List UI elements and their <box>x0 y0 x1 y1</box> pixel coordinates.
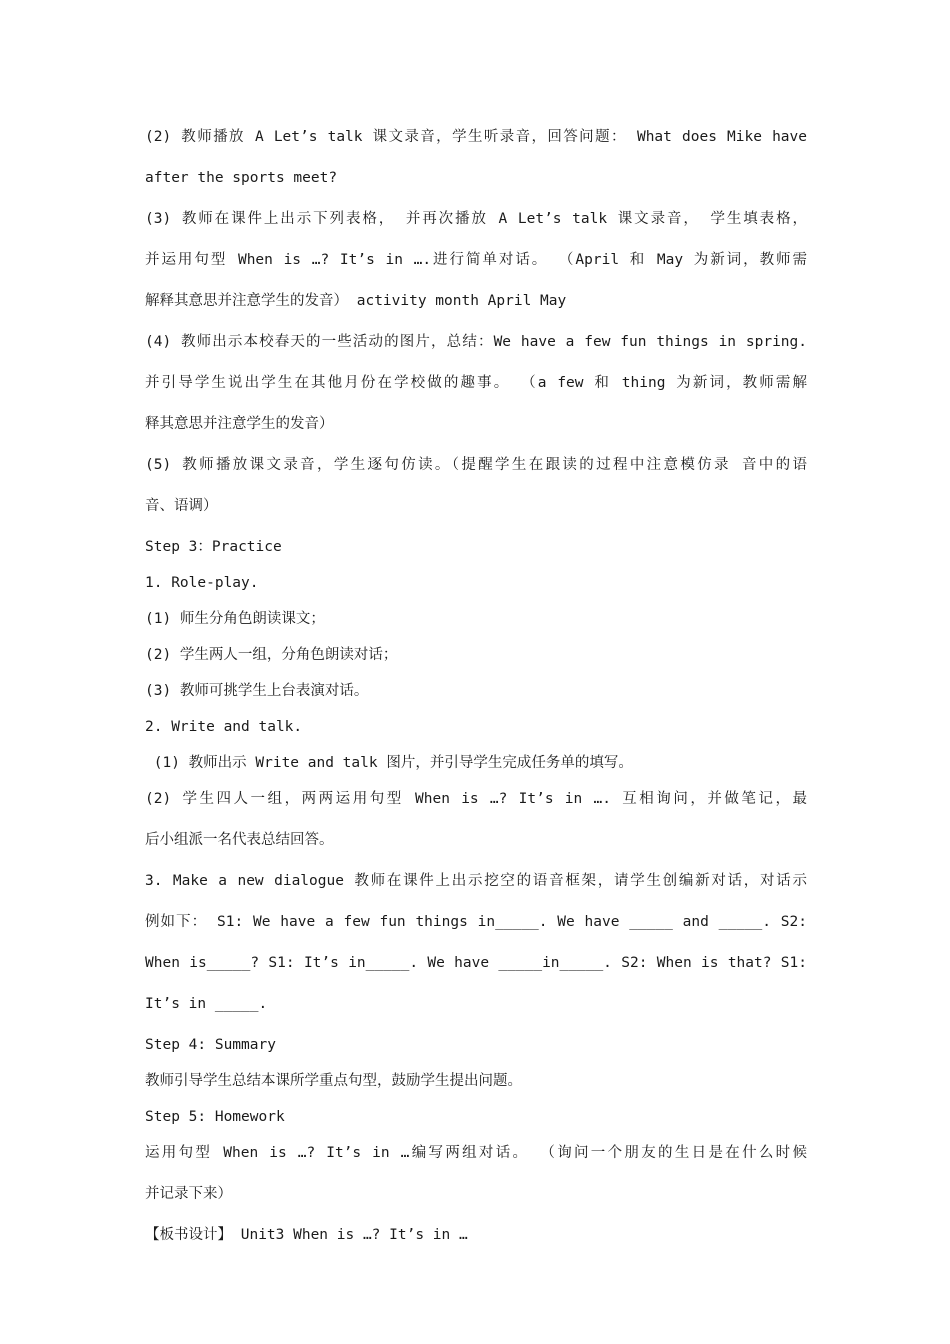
text-line: (1) 教师出示 Write and talk 图片，并引导学生完成任务单的填写。 <box>145 755 633 771</box>
text-line: 例如下： S1: We have a few fun things in_____. We have _____ and _____. S2: <box>145 914 807 930</box>
text-line: 并引导学生说出学生在其他月份在学校做的趣事。 （a few 和 thing 为新词，教师需解 <box>145 375 807 391</box>
text-line: 1. Role-play. <box>145 575 259 591</box>
text-line: (5) 教师播放课文录音，学生逐句仿读。（提醒学生在跟读的过程中注意模仿录 音中的语 <box>145 457 807 473</box>
text-line: 运用句型 When is …? It’s in …编写两组对话。 （询问一个朋友的生日是在什么时候 <box>145 1145 807 1161</box>
text-line: When is_____? S1: It’s in_____. We have _____in_____. S2: When is that? S1: <box>145 955 807 971</box>
text-line: (2) 学生四人一组，两两运用句型 When is …? It’s in …. 互相询问，并做笔记，最 <box>145 791 807 807</box>
document-page <box>145 119 807 1253</box>
text-line: after the sports meet? <box>145 170 338 186</box>
text-line: Step 3：Practice <box>145 539 282 555</box>
text-line: Step 5: Homework <box>145 1109 285 1125</box>
text-line: (1) 师生分角色朗读课文； <box>145 611 325 627</box>
text-line: (2) 学生两人一组，分角色朗读对话； <box>145 647 398 663</box>
text-line: (4) 教师出示本校春天的一些活动的图片，总结：We have a few fun things in spring. <box>145 334 807 350</box>
text-line: (2) 教师播放 A Let’s talk 课文录音，学生听录音，回答问题： What does Mike have <box>145 129 807 145</box>
text-line: 释其意思并注意学生的发音） <box>145 416 334 432</box>
text-line: 2. Write and talk. <box>145 719 303 735</box>
text-line: 【板书设计】 Unit3 When is …? It’s in … <box>145 1227 468 1243</box>
text-line: 并记录下来） <box>145 1186 232 1202</box>
text-line: (3) 教师在课件上出示下列表格， 并再次播放 A Let’s talk 课文录音， 学生填表格， <box>145 211 807 227</box>
text-line: 后小组派一名代表总结回答。 <box>145 832 334 848</box>
text-line: Step 4: Summary <box>145 1037 276 1053</box>
text-line: It’s in _____. <box>145 996 268 1012</box>
text-line: 解释其意思并注意学生的发音） activity month April May <box>145 293 567 309</box>
text-line: (3) 教师可挑学生上台表演对话。 <box>145 683 369 699</box>
text-line: 并运用句型 When is …? It’s in ….进行简单对话。 （April 和 May 为新词，教师需 <box>145 252 807 268</box>
text-line: 教师引导学生总结本课所学重点句型，鼓励学生提出问题。 <box>145 1073 522 1089</box>
text-line: 3. Make a new dialogue 教师在课件上出示挖空的语音框架，请学生创编新对话，对话示 <box>145 873 807 889</box>
text-line: 音、语调） <box>145 498 218 514</box>
